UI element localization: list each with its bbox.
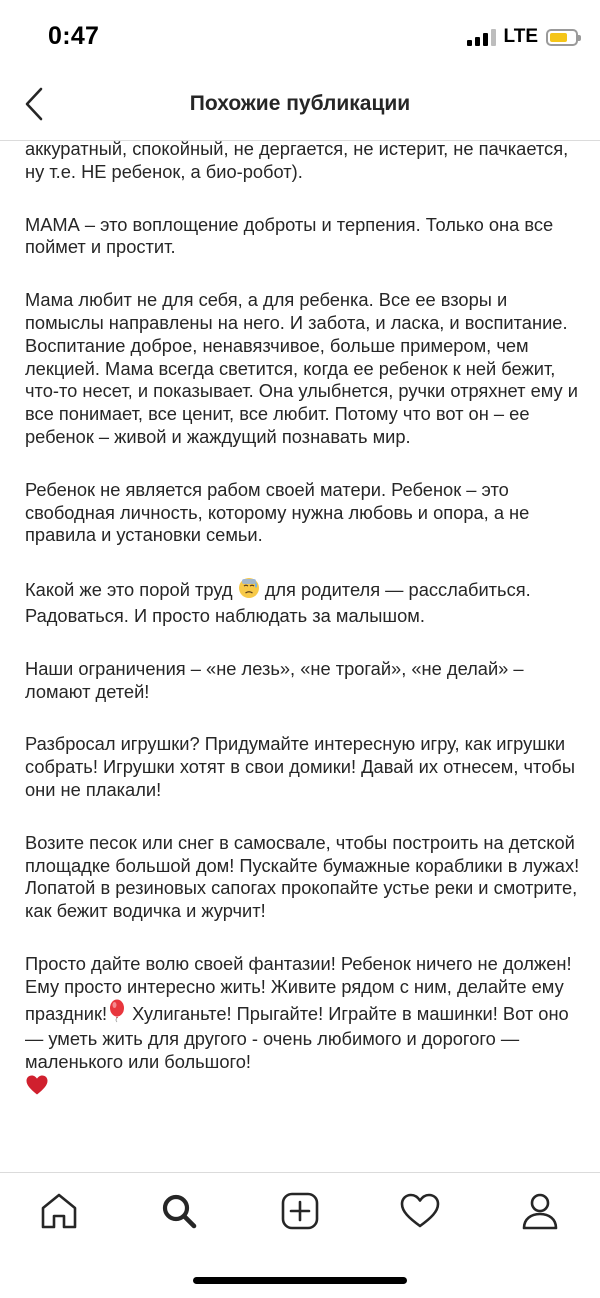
balloon-emoji-icon — [107, 999, 127, 1029]
caption-text: Хулиганьте! Прыгайте! Играйте в машинки! Вот оно — уметь жить для другого - очень любимого и дорогого — маленького или большого! — [25, 1002, 569, 1073]
heart-icon — [399, 1191, 441, 1231]
caption-paragraph: Наши ограничения – «не лезь», «не трогай», «не делай» – ломают детей! — [25, 657, 524, 702]
caption-text: для родителя — расслабиться. Радоваться. И просто наблюдать за малышом. — [25, 579, 531, 626]
status-bar — [0, 0, 600, 74]
add-post-icon — [280, 1191, 320, 1231]
caption-text: Просто дайте волю своей фантазии! Ребенок ничего не должен! Ему просто интересно жить! Живите рядом с ним, делайте ему праздник! — [25, 952, 572, 1024]
caption-paragraph — [25, 953, 585, 1102]
network-label: LTE — [503, 26, 538, 47]
tab-activity[interactable] — [398, 1189, 442, 1233]
red-heart-emoji-icon — [25, 1074, 49, 1102]
home-indicator[interactable] — [193, 1277, 407, 1284]
caption-paragraph: Разбросал игрушки? Придумайте интересную игру, как игрушки собрать! Игрушки хотят в свои домики! Давай их отнесем, чтобы они не плакали! — [25, 733, 575, 800]
caption-paragraph: аккуратный, спокойный, не дергается, не истерит, не пачкается, ну т.е. НЕ ребенок, а био-робот). — [25, 141, 569, 182]
profile-icon — [520, 1191, 560, 1231]
caption-paragraph: Ребенок не является рабом своей матери. Ребенок – это свободная личность, которому нужна любовь и опора, а не правила и установки семьи. — [25, 478, 530, 546]
caption-paragraph: Возите песок или снег в самосвале, чтобы построить на детской площадке большой дом! Пускайте бумажные кораблики в лужах! Лопатой в резиновых сапогах прокопайте устье реки и смотрите, как бежит водичка и журчит! — [25, 831, 580, 922]
tab-home[interactable] — [37, 1189, 81, 1233]
tab-search[interactable] — [157, 1189, 201, 1233]
caption-paragraph: МАМА – это воплощение доброты и терпения. Только она все поймет и простит. — [25, 213, 554, 258]
status-indicators — [467, 26, 578, 48]
caption-text: Какой же это порой труд — [25, 579, 238, 601]
signal-icon — [467, 28, 496, 46]
tab-add-post[interactable] — [278, 1189, 322, 1233]
home-icon — [39, 1191, 79, 1231]
post-caption — [0, 141, 600, 1172]
sweat-emoji-icon — [238, 577, 260, 605]
status-time: 0:47 — [48, 22, 100, 50]
tab-profile[interactable] — [518, 1189, 562, 1233]
caption-paragraph — [25, 577, 585, 628]
caption-paragraph: Мама любит не для себя, а для ребенка. Все ее взоры и помыслы направлены на него. И забота, и ласка, и воспитание. Воспитание доброе, ненавязчивое, больше примером, чем лекцией. Мама всегда светится, когда ее ребенок к ней бежит, что-то несет, и показывает. Она улыбнется, ручки отряхнет ему и все понимает, все ценит, все любит. Потому что вот он – ее ребенок – живой и жаждущий познавать мир. — [25, 289, 578, 447]
search-icon — [159, 1191, 199, 1231]
page-title: Похожие публикации — [189, 92, 411, 115]
battery-icon — [546, 29, 578, 46]
nav-header — [0, 74, 600, 141]
